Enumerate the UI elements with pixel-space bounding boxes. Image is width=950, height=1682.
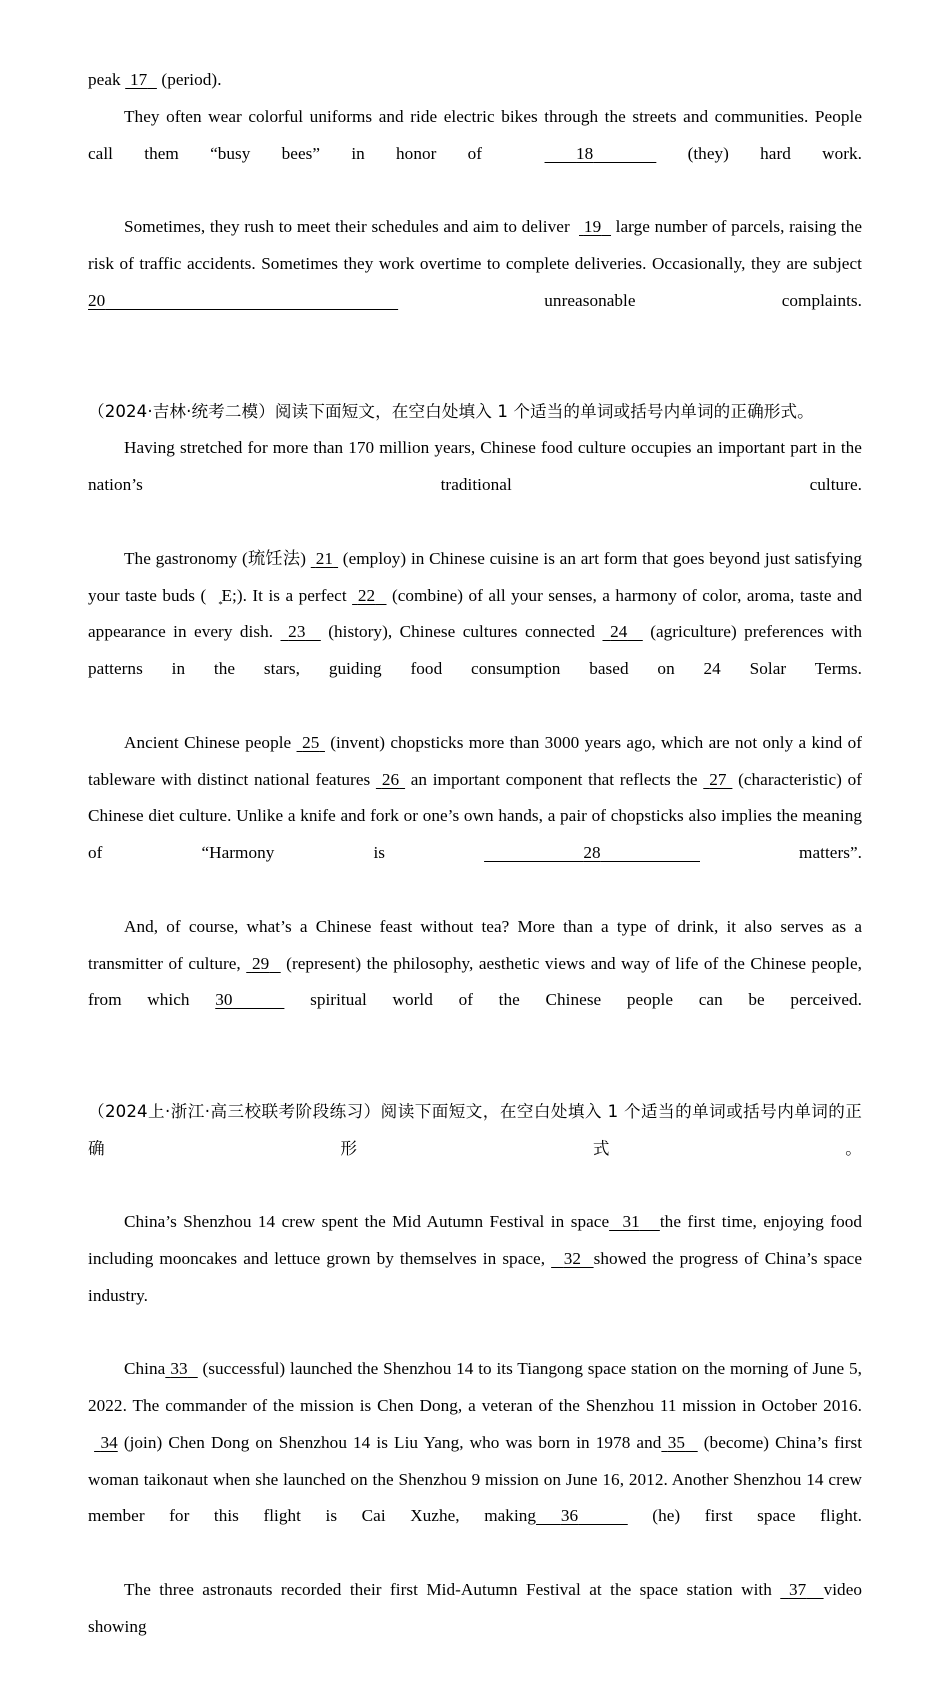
blank-number: 28 <box>583 843 601 863</box>
fill-in-blank-20[interactable] <box>88 291 398 310</box>
text-run: video showing <box>88 1579 863 1636</box>
blank-number: 25 <box>302 732 320 752</box>
text-run: (history), Chinese cultures connected <box>320 622 603 642</box>
paragraph-b3 <box>88 209 862 356</box>
fill-in-blank-27[interactable] <box>703 770 732 789</box>
blank-number: 30 <box>215 990 233 1010</box>
blank-number: 23 <box>288 622 306 642</box>
paragraph-b8 <box>88 1204 862 1351</box>
fill-in-blank-25[interactable] <box>297 733 325 752</box>
text-run: China’s Shenzhou 14 crew spent the Mid Autumn Festival in space <box>124 1211 610 1231</box>
fill-in-blank-19[interactable] <box>579 217 611 236</box>
text-run: They often wear colorful uniforms and ride electric bikes through the streets and communities. People call them “busy bees” in honor of <box>88 106 862 163</box>
fill-in-blank-17[interactable] <box>125 70 157 89</box>
text-run: And, of course, what’s a Chinese feast without tea? More than a type of drink, it also serves as a transmitter of culture, <box>88 916 862 973</box>
text-run: Ancient Chinese people <box>124 732 297 752</box>
text-run: (invent) chopsticks more than 3000 years ago, which are not only a kind of tableware with distinct national features <box>88 732 862 789</box>
blank-number: 37 <box>788 1579 807 1599</box>
paragraph-b9 <box>88 1351 862 1572</box>
section-spacer <box>88 356 862 393</box>
text-run: (successful) launched the Shenzhou 14 to its Tiangong space station on the morning of June 5, 2022. The commander of the mission is Chen Dong, a veteran of the Shenzhou 11 mission in October 2016. <box>88 1359 863 1452</box>
fill-in-blank-24[interactable] <box>602 622 642 641</box>
text-run: (he) first space flight. <box>627 1506 863 1526</box>
fill-in-blank-35[interactable] <box>661 1433 697 1452</box>
text-run: (become) China’s first woman taikonaut when she launched on the Shenzhou 9 mission on June 16, 2012. Another Shenzhou 14 crew member for this flight is Cai Xuzhe, making <box>88 1432 863 1526</box>
blank-number: 27 <box>709 769 727 789</box>
fill-in-blank-30[interactable] <box>215 990 284 1009</box>
paragraph-b7 <box>88 909 862 1056</box>
fill-in-blank-32[interactable] <box>551 1249 593 1268</box>
blank-number: 24 <box>610 622 628 642</box>
blank-number: 36 <box>560 1506 579 1526</box>
text-run: Having stretched for more than 170 million years, Chinese food culture occupies an important part in the nation’s traditional culture. <box>88 438 862 495</box>
text-run: Sometimes, they rush to meet their schedules and aim to deliver <box>124 217 580 237</box>
blank-number: 19 <box>583 217 602 237</box>
blank-number: 21 <box>315 548 334 568</box>
fill-in-blank-23[interactable] <box>281 622 321 641</box>
fill-in-blank-36[interactable] <box>536 1506 628 1525</box>
text-run: (agriculture) preferences with patterns in the stars, guiding food consumption based on 24 Solar Terms. <box>88 622 863 679</box>
fill-in-blank-31[interactable] <box>609 1212 660 1231</box>
paragraph-b2 <box>88 99 862 209</box>
text-run: (characteristic) of Chinese diet culture. Unlike a knife and fork or one’s own hands, a pair of chopsticks also implies the meaning of “Harmony is <box>88 769 863 863</box>
paragraph-b10 <box>88 1572 862 1682</box>
fill-in-blank-33[interactable] <box>165 1359 197 1378</box>
fill-in-blank-26[interactable] <box>376 770 405 789</box>
text-run: The three astronauts recorded their first Mid-Autumn Festival at the space station with <box>124 1579 781 1599</box>
blank-number: 17 <box>130 70 148 89</box>
fill-in-blank-29[interactable] <box>246 954 280 973</box>
text-run: spiritual world of the Chinese people can be perceived. <box>284 990 862 1010</box>
blank-number: 35 <box>667 1432 686 1452</box>
text-run: (they) hard work. <box>656 143 863 163</box>
section-spacer <box>88 1056 862 1093</box>
paragraph-b4 <box>88 430 862 540</box>
blank-number: 31 <box>622 1211 640 1231</box>
blank-number: 29 <box>251 953 270 973</box>
fill-in-blank-22[interactable] <box>352 586 386 605</box>
paragraph-b6 <box>88 725 862 909</box>
text-run: large number of parcels, raising the risk of traffic accidents. Sometimes they work overtime to complete deliveries. Occasionally, they are subject <box>88 217 863 273</box>
fill-in-blank-37[interactable] <box>780 1580 823 1599</box>
paragraph-b1 <box>88 62 862 99</box>
text-run: the first time, enjoying food including mooncakes and lettuce grown by themselves in space, <box>88 1211 862 1268</box>
text-run: The gastronomy (琉饪法) <box>124 548 311 568</box>
blank-number: 33 <box>170 1359 188 1379</box>
document-body <box>88 0 862 1682</box>
text-run: unreasonable complaints. <box>398 290 862 310</box>
text-run: China <box>124 1359 166 1379</box>
fill-in-blank-18[interactable] <box>545 144 657 163</box>
text-run: (represent) the philosophy, aesthetic views and way of life of the Chinese people, from which <box>88 953 862 1010</box>
blank-number: 32 <box>563 1248 581 1268</box>
fill-in-blank-21[interactable] <box>311 549 338 568</box>
blank-number: 18 <box>576 143 594 163</box>
chinese-instruction-1: （2024·吉林·统考二模）阅读下面短文，在空白处填入 1 个适当的单词或括号内单词的正确形式。 <box>88 402 814 422</box>
blank-number: 22 <box>357 585 376 605</box>
text-run: an important component that reflects the <box>405 769 704 789</box>
text-run: (employ) in Chinese cuisine is an art form that goes beyond just satisfying your taste buds (味͙E;). It is a perfect <box>88 548 862 605</box>
fill-in-blank-28[interactable] <box>484 843 700 862</box>
text-run: (join) Chen Dong on Shenzhou 14 is Liu Yang, who was born in 1978 and <box>117 1432 662 1452</box>
chinese-instruction-2: （2024上·浙江·高三校联考阶段练习）阅读下面短文，在空白处填入 1 个适当的单词或括号内单词的正确形式。 <box>88 1101 862 1158</box>
text-run: (period). <box>156 70 222 89</box>
text-run: matters”. <box>700 843 863 863</box>
blank-number: 34 <box>100 1432 118 1452</box>
paragraph-b5 <box>88 541 862 725</box>
blank-number: 20 <box>88 290 106 310</box>
text-run: (combine) of all your senses, a harmony of color, aroma, taste and appearance in every dish. <box>88 585 863 642</box>
blank-number: 26 <box>381 769 400 789</box>
text-run: showed the progress of China’s space industry. <box>88 1248 863 1305</box>
text-run: peak <box>88 70 126 89</box>
fill-in-blank-34[interactable] <box>94 1433 118 1452</box>
